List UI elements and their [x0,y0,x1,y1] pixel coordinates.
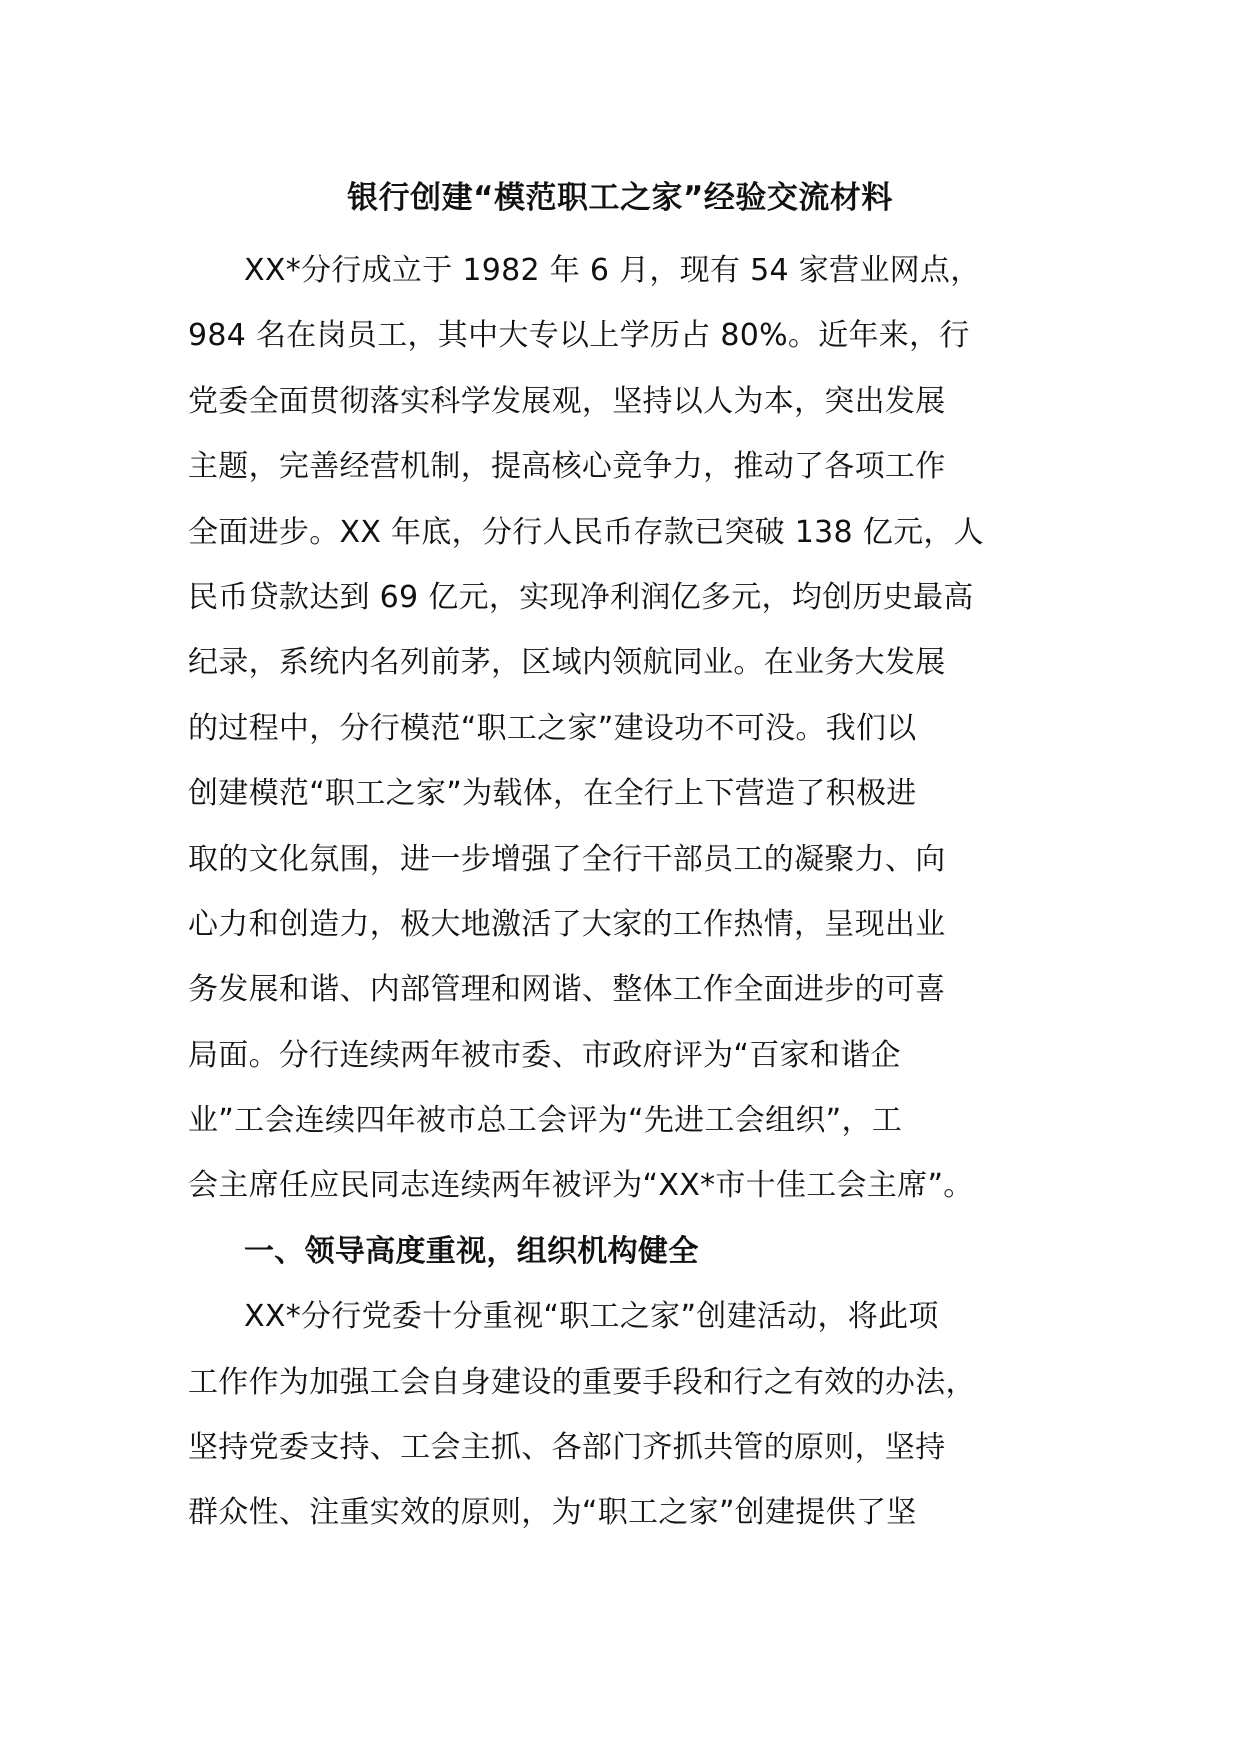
paragraph-line: 民币贷款达到 69 亿元，实现净利润亿多元，均创历史最高 [188,579,974,615]
paragraph-line: XX*分行党委十分重视“职工之家”创建活动，将此项 [244,1299,939,1335]
paragraph-line: 主题，完善经营机制，提高核心竞争力，推动了各项工作 [188,449,946,485]
document-body [188,238,1068,1546]
paragraph-line: 取的文化氛围，进一步增强了全行干部员工的凝聚力、向 [188,841,946,877]
paragraph-line: 党委全面贯彻落实科学发展观，坚持以人为本，突出发展 [188,383,946,419]
paragraph-line: 工作作为加强工会自身建设的重要手段和行之有效的办法， [188,1364,976,1400]
paragraph-line: 业”工会连续四年被市总工会评为“先进工会组织”，工 [188,1103,903,1139]
section-heading: 一、领导高度重视，组织机构健全 [244,1233,699,1269]
paragraph-line: 创建模范“职工之家”为载体，在全行上下营造了积极进 [188,776,917,812]
paragraph-line: 纪录，系统内名列前茅，区域内领航同业。在业务大发展 [188,645,946,681]
paragraph-line: 心力和创造力，极大地激活了大家的工作热情，呈现出业 [188,906,946,942]
paragraph-line: 984 名在岗员工，其中大专以上学历占 80%。近年来，行 [188,318,970,354]
paragraph-line: 全面进步。XX 年底，分行人民币存款已突破 138 亿元，人 [188,514,984,550]
paragraph-line: 会主席任应民同志连续两年被评为“XX*市十佳工会主席”。 [188,1168,974,1204]
paragraph-line: 局面。分行连续两年被市委、市政府评为“百家和谐企 [188,1037,901,1073]
paragraph-line: 的过程中，分行模范“职工之家”建设功不可没。我们以 [188,710,917,746]
paragraph-line: XX*分行成立于 1982 年 6 月，现有 54 家营业网点， [244,253,981,288]
paragraph-line: 坚持党委支持、工会主抓、各部门齐抓共管的原则，坚持 [188,1430,946,1466]
document-title: 银行创建“模范职工之家”经验交流材料 [347,180,893,216]
paragraph-line: 务发展和谐、内部管理和网谐、整体工作全面进步的可喜 [188,972,946,1008]
paragraph-line: 群众性、注重实效的原则，为“职工之家”创建提供了坚 [188,1495,917,1531]
